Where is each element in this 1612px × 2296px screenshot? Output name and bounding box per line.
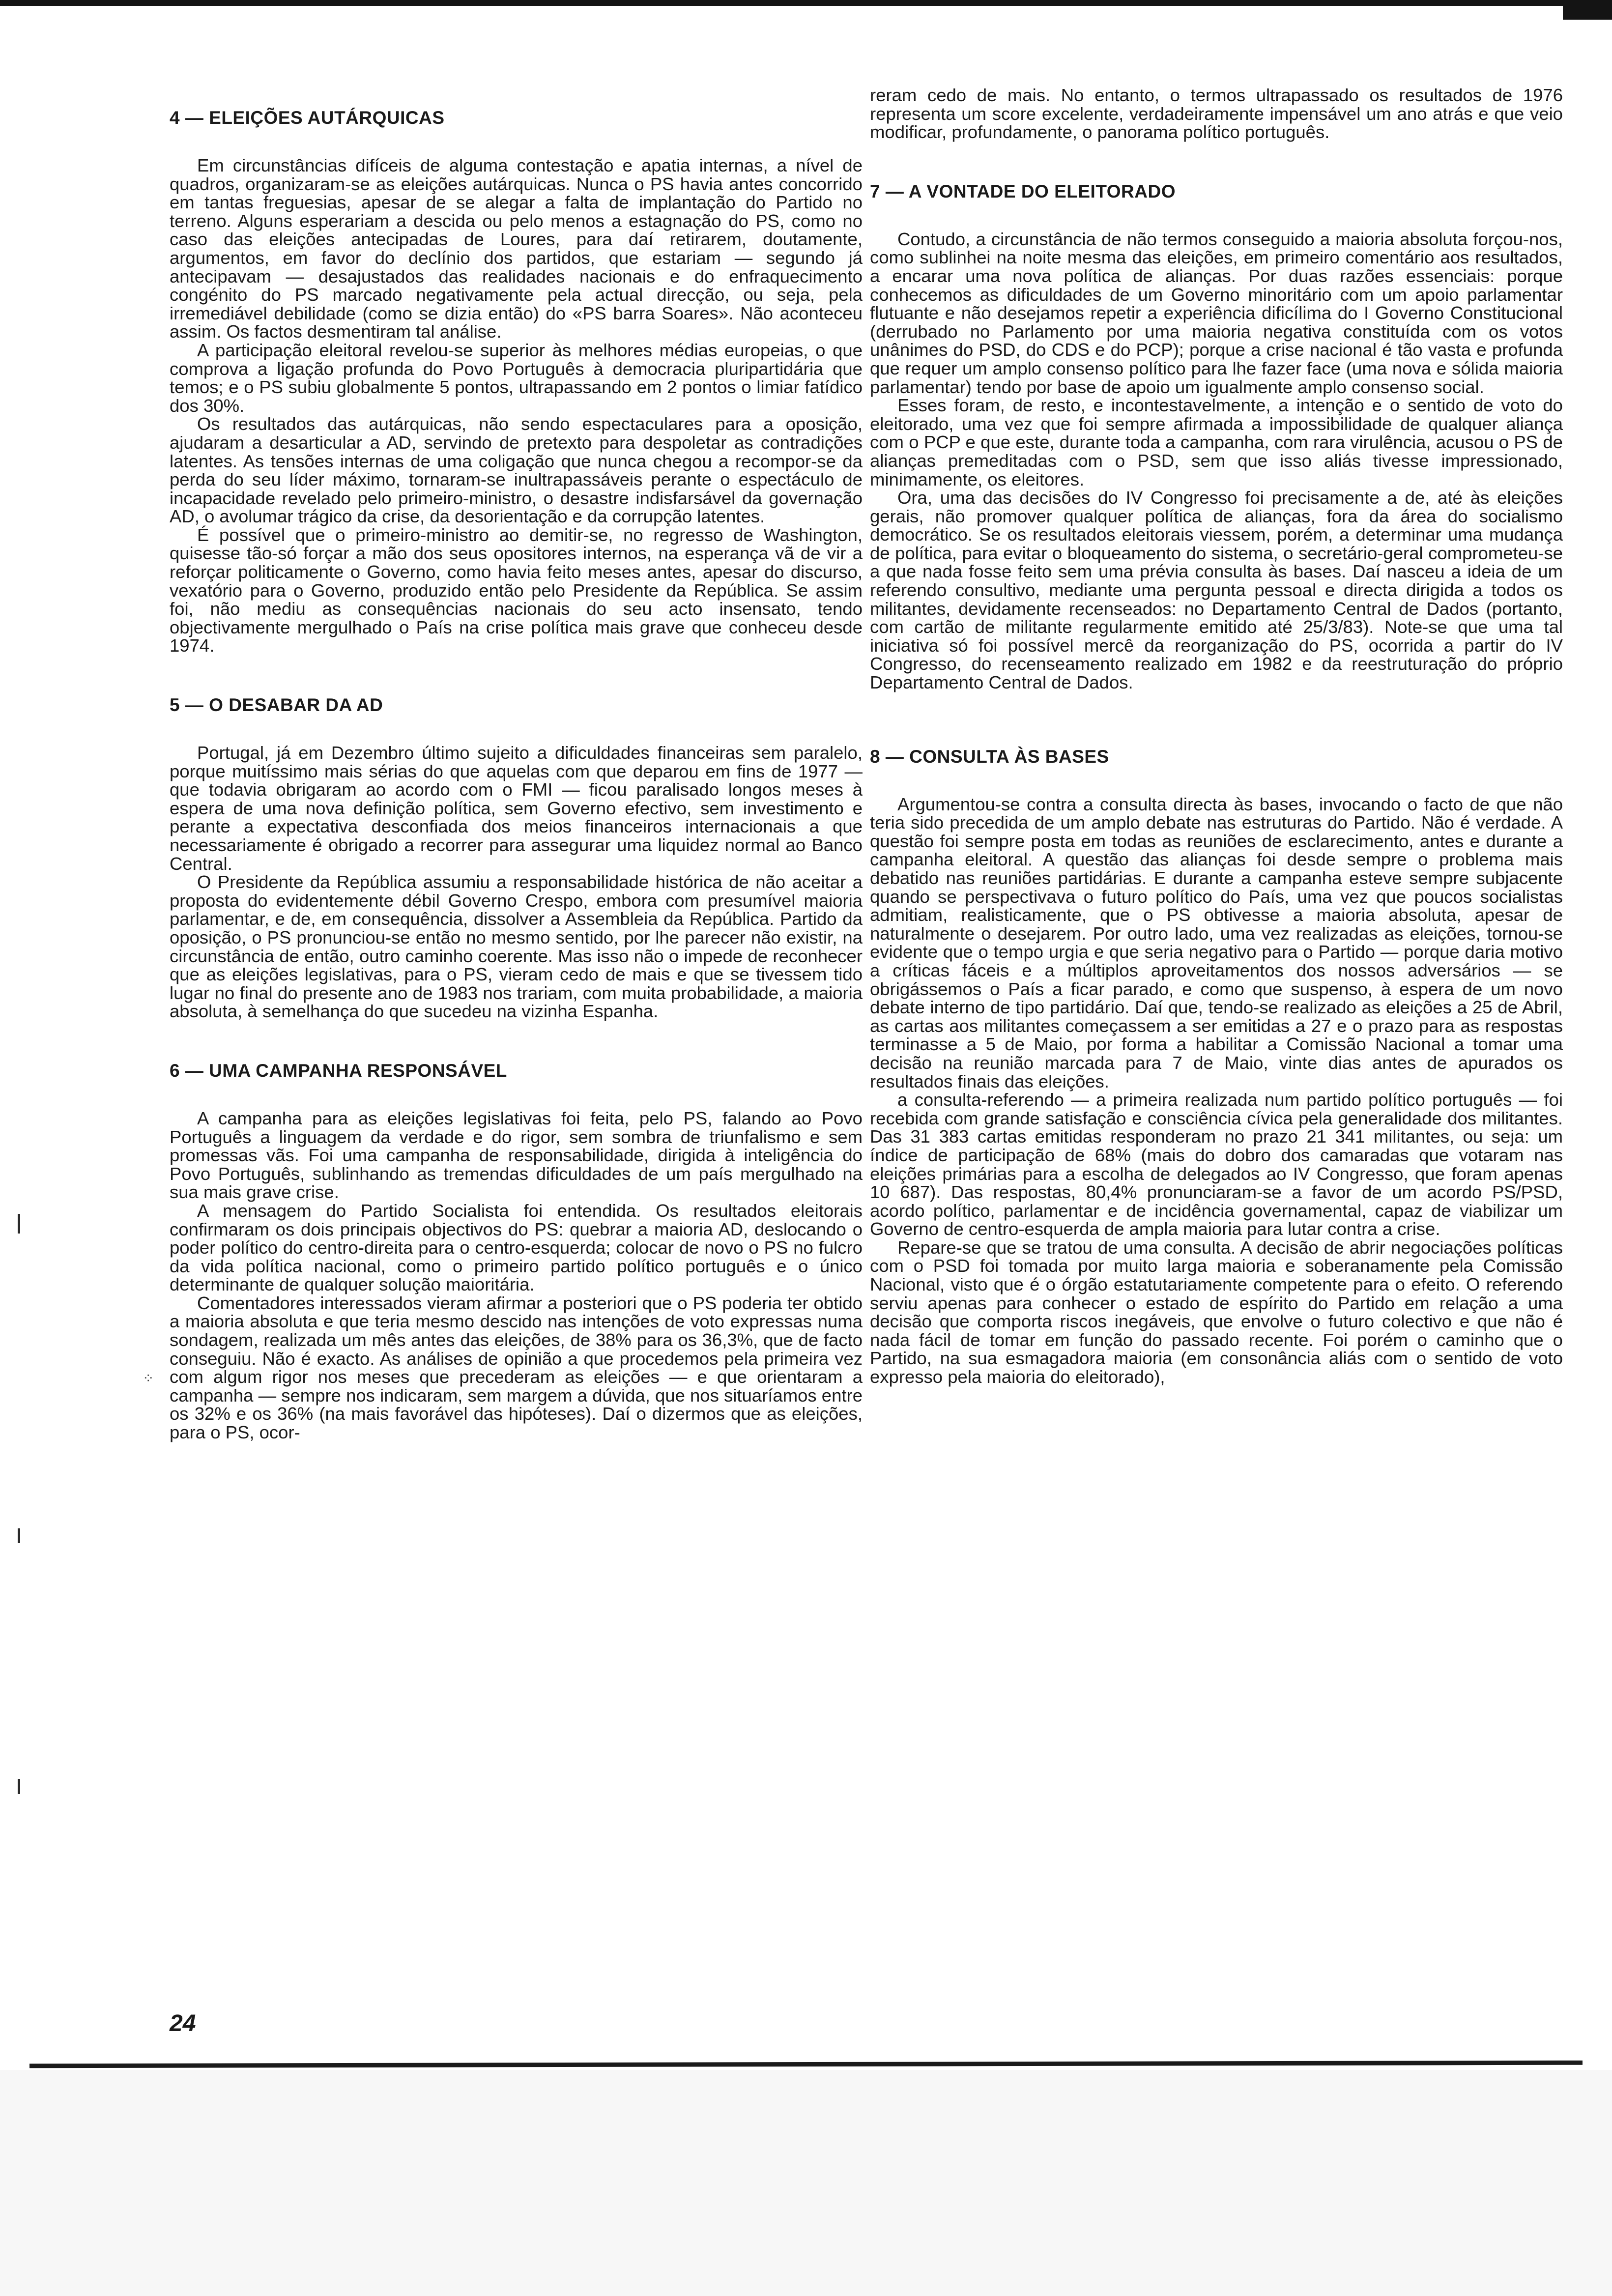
section-heading-5: 5 — O DESABAR DA AD [170,695,383,716]
paragraph: Em circunstâncias difíceis de alguma contestação e apatia internas, a nível de quadros, organizaram-se as eleições autárquicas. Nunca o PS havia antes concorrido em tantas freguesias, apesar de se alegar a falta de implantação do Partido no terreno. Alguns esperariam a descida ou pelo menos a estagnação do PS, como no caso das eleições antecipadas de Loures, para daí retirarem, doutamente, argumentos, em favor do declínio dos partidos, que estariam — segundo já antecipavam — desajustados das realidades nacionais e do enfraquecimento congénito do PS marcado negativamente pela actual direcção, ou seja, pela irremediável debilidade (como se dizia então) do «PS barra Soares». Não aconteceu assim. Os factos desmentiram tal análise. [170,155,863,342]
page-number: 24 [170,2010,196,2037]
section-heading-8: 8 — CONSULTA ÀS BASES [870,746,1109,767]
top-corner-mark [1563,0,1612,20]
paragraph: Portugal, já em Dezembro último sujeito a dificuldades financeiras sem paralelo, porque muitíssimo mais sérias do que aquelas com que deparou em fins de 1977 — que todavia obrigaram ao acordo com o FMI — ficou paralisado longos meses à espera de uma nova definição política, sem Governo efectivo, sem investimento e perante a expectativa desconfiada dos meios financeiros internacionais a que necessariamente é obrigado a recorrer para assegurar uma liquidez normal ao Banco Central. [170,743,863,874]
paragraph-continued: reram cedo de mais. No entanto, o termos ultrapassado os resultados de 1976 representa um score excelente, verdadeiramente impensável um ano atrás e que veio modificar, profundamente, o panorama político português. [870,86,1563,143]
top-border-rule [0,0,1612,6]
page-bottom-margin [0,2070,1612,2296]
bottom-border-rule [29,2061,1583,2068]
paragraph: Comentadores interessados vieram afirmar a posteriori que o PS poderia ter obtido a maioria absoluta e que teria mesmo descido nas intenções de voto expressas numa sondagem, realizada um mês antes das eleições, de 38% para os 36,3%, que de facto conseguiu. Não é exacto. As análises de opinião a que procedemos pela primeira vez com algum rigor nos meses que precederam as eleições — e que orientaram a campanha — sempre nos indicaram, sem margem a dúvida, que nos situaríamos entre os 32% e os 36% (na mais favorável das hipóteses). Daí o dizermos que as eleições, para o PS, ocor- [170,1292,863,1443]
paragraph: Ora, uma das decisões do IV Congresso foi precisamente a de, até às eleições gerais, não promover qualquer política de alianças, fora da área do socialismo democrático. Se os resultados eleitorais viessem, porém, a determinar uma mudança de política, para evitar o bloqueamento do sistema, o secretário-geral comprometeu-se a que nada fosse feito sem uma prévia consulta às bases. Daí nasceu a ideia de um referendo consultivo, mediante uma pergunta pessoal e directa dirigida a todos os militantes, devidamente recenseados: no Departamento Central de Dados (portanto, com cartão de militante regularmente emitido até 25/3/83). Note-se que uma tal iniciativa só foi possível mercê da reorganização do PS, ocorrida a partir do IV Congresso, do recenseamento realizado em 1982 e da reestruturação do próprio Departamento Central de Dados. [870,488,1563,693]
right-column [870,86,1563,2017]
binding-mark [18,1528,20,1543]
paragraph: É possível que o primeiro-ministro ao demitir-se, no regresso de Washington, quisesse tão-só forçar a mão dos seus opositores internos, na esperança vã de vir a reforçar politicamente o Governo, como havia feito meses antes, apesar do discurso, vexatório para o Governo, produzido então pelo Presidente da República. Se assim foi, não mediu as consequências nacionais do seu acto insensato, tendo objectivamente mergulhado o País na crise política mais grave que conheceu desde 1974. [170,524,863,656]
section-heading-4: 4 — ELEIÇÕES AUTÁRQUICAS [170,108,445,128]
section-heading-6: 6 — UMA CAMPANHA RESPONSÁVEL [170,1060,507,1081]
paragraph: O Presidente da República assumiu a responsabilidade histórica de não aceitar a proposta do evidentemente débil Governo Crespo, embora com presumível maioria parlamentar, e de, em consequência, dissolver a Assembleia da República. Partido da oposição, o PS pronunciou-se então no mesmo sentido, por lhe parecer não existir, na circunstância de então, outro caminho coerente. Mas isso não o impede de reconhecer que as eleições legislativas, para o PS, vieram cedo de mais e que se tivessem tido lugar no final do presente ano de 1983 nos trariam, com muita probabilidade, a maioria absoluta, à semelhança do que sucedeu na vizinha Espanha. [170,872,863,1022]
binding-mark [18,1779,20,1794]
paragraph: Argumentou-se contra a consulta directa às bases, invocando o facto de que não teria sido precedida de um amplo debate nas estruturas do Partido. Não é verdade. A questão foi sempre posta em todas as reuniões de esclarecimento, antes e durante a campanha eleitoral. A questão das alianças foi desde sempre o problema mais debatido nas reuniões partidárias. E durante a campanha esteve sempre subjacente quando se perspectivava o futuro político do País, uma vez que poucos socialistas admitiam, realisticamente, que o PS obtivesse a maioria absoluta, apesar de naturalmente o desejarem. Por outro lado, uma vez realizadas as eleições, tornou-se evidente que o tempo urgia e que seria negativo para o Partido — porque daria motivo a críticas fáceis e a múltiplos aproveitamentos dos nossos adversários — se obrigássemos o País a ficar parado, e como que suspenso, à espera de um novo debate interno de tipo partidário. Daí que, tendo-se realizado as eleições a 25 de Abril, as cartas aos militantes começassem a ser emitidas a 27 e o prazo para as respostas terminasse a 5 de Maio, por forma a habilitar a Comissão Nacional a tomar uma decisão na reunião marcada para 7 de Maio, vinte dias antes de apurados os resultados finais das eleições. [870,794,1563,1091]
paragraph: Contudo, a circunstância de não termos conseguido a maioria absoluta forçou-nos, como sublinhei na noite mesma das eleições, em primeiro comentário aos resultados, a encarar uma nova política de alianças. Por duas razões essenciais: porque conhecemos as dificuldades de um Governo minoritário com um apoio parlamentar flutuante e não desejamos repetir a experiência dificílima do I Governo Constitucional (derrubado no Parlamento por uma maioria negativa constituída com os votos unânimes do PSD, do CDS e do PCP); porque a crise nacional é tão vasta e profunda que requer um amplo consenso político para lhe fazer face (uma nova e sólida maioria parlamentar) tendo por base de apoio um igualmente amplo consenso social. [870,229,1563,397]
binding-mark [18,1214,20,1234]
paragraph: Os resultados das autárquicas, não sendo espectaculares para a oposição, ajudaram a desarticular a AD, servindo de pretexto para despoletar as contradições latentes. As tensões internas de uma coligação que nunca chegou a recompor-se da perda do seu líder máximo, tornaram-se inultrapassáveis perante o espectáculo de incapacidade revelado pelo primeiro-ministro, o desastre indisfarsável da governação AD, o avolumar trágico da crise, da desorientação e da corrupção latentes. [170,414,863,527]
paragraph: Repare-se que se tratou de uma consulta. A decisão de abrir negociações políticas com o PSD foi tomada por muito larga maioria e soberanamente pela Comissão Nacional, visto que é o órgão estatutariamente competente para o efeito. O referendo serviu apenas para conhecer o estado de espírito do Partido em relação a uma decisão que comporta riscos inegáveis, que envolve o futuro colectivo e que não é nada fácil de tomar em função do passado recente. Foi porém o caminho que o Partido, na sua esmagadora maioria (em consonância aliás com o sentido de voto expresso pela maioria do eleitorado), [870,1237,1563,1387]
paragraph: A participação eleitoral revelou-se superior às melhores médias europeias, o que comprova a ligação profunda do Povo Português à democracia pluripartidária que temos; e o PS subiu globalmente 5 pontos, ultrapassando em 2 pontos o limiar fatídico dos 30%. [170,340,863,416]
section-heading-7: 7 — A VONTADE DO ELEITORADO [870,181,1176,201]
paragraph: A mensagem do Partido Socialista foi entendida. Os resultados eleitorais confirmaram os dois principais objectivos do PS: quebrar a maioria AD, deslocando o poder político do centro-direita para o centro-esquerda; colocar de novo o PS no fulcro da vida política nacional, como o primeiro partido político português e o único determinante de qualquer solução maioritária. [170,1200,863,1295]
paragraph: a consulta-referendo — a primeira realizada num partido político português — foi recebida com grande satisfação e consciência cívica pela generalidade dos militantes. Das 31 383 cartas emitidas responderam no prazo 21 341 militantes, ou seja: um índice de participação de 68% (mais do dobro dos camaradas que votaram nas eleições primárias para a escolha de delegados ao IV Congresso, que foram apenas 10 687). Das respostas, 80,4% pronunciaram-se a favor de um acordo PS/PSD, acordo político, parlamentar e de incidência governamental, capaz de viabilizar um Governo de centro-esquerda de ampla maioria para lutar contra a crise. [870,1090,1563,1239]
stray-mark-icon: ⁘ [143,1371,154,1386]
paragraph: A campanha para as eleições legislativas foi feita, pelo PS, falando ao Povo Português a linguagem da verdade e do rigor, sem sombra de triunfalismo e sem promessas vãs. Foi uma campanha de responsabilidade, dirigida à inteligência do Povo Português, sublinhando as tremendas dificuldades de um país mergulhado na sua mais grave crise. [170,1108,863,1203]
left-column [170,93,863,2025]
paragraph: Esses foram, de resto, e incontestavelmente, a intenção e o sentido de voto do eleitorado, uma vez que foi sempre afirmada a impossibilidade de qualquer aliança com o PCP e que este, durante toda a campanha, com rara virulência, acusou o PS de alianças premeditadas com o PSD, sem que isso aliás tivesse impressionado, minimamente, os eleitores. [870,395,1563,489]
